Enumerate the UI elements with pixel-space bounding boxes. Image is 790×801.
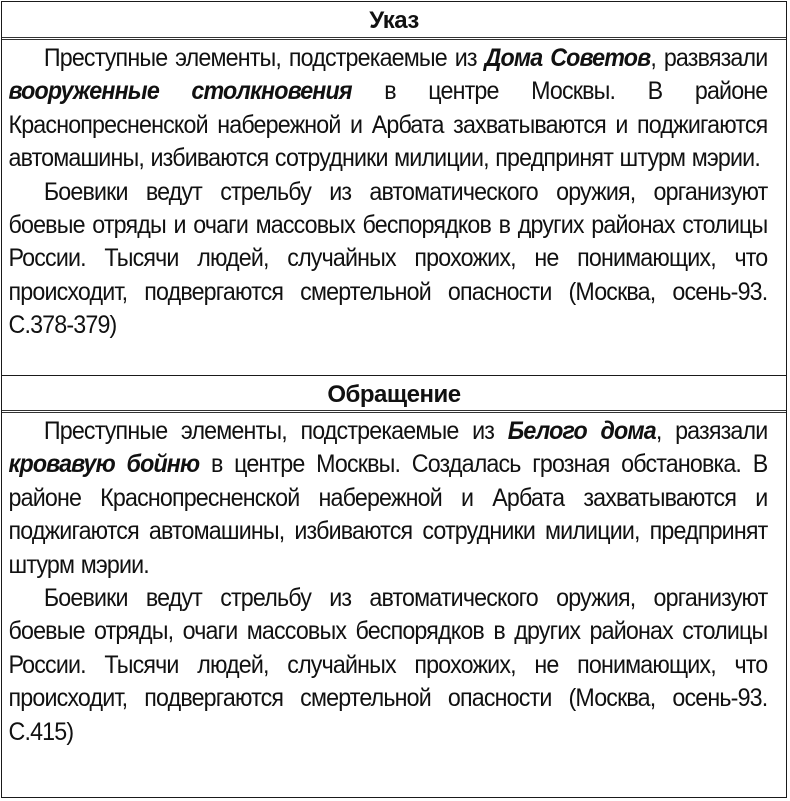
- emphasis-text: кровавую бойню: [8, 450, 200, 479]
- paragraph: [9, 176, 768, 343]
- emphasis-text: Белого дома: [507, 417, 656, 445]
- paragraph: [9, 415, 768, 582]
- text-run: в центре Москвы. Создалась грозная обстановка. В районе Краснопресненской набережной и Арбата захватываются и поджигаются автомашины, избиваются сотрудники милиции, предпринят штурм мэрии.: [8, 450, 768, 579]
- section-header-ukaz: Указ: [2, 2, 786, 40]
- text-run: Преступные элементы, подстрекаемые из: [43, 417, 508, 445]
- text-run: Преступные элементы, подстрекаемые из: [43, 44, 485, 72]
- text-run: , развязали: [650, 44, 768, 72]
- emphasis-text: Дома Советов: [484, 44, 651, 72]
- section-body-ukaz: [2, 40, 773, 375]
- text-run: Боевики ведут стрельбу из автоматического оружия, организуют боевые отряды и очаги массовых беспорядков в других районах столицы России. Тысячи людей, случайных прохожих, не понимающих, что происходит, подвергаются смертельной опасности (Москва, осень-93. С.378-379): [8, 177, 768, 340]
- text-run: Боевики ведут стрельбу из автоматического оружия, организуют боевые отряды, очаги массовых беспорядков в других районах столицы России. Тысячи людей, случайных прохожих, не понимающих, что происходит, подвергаются смертельной опасности (Москва, осень-93. С.415): [8, 584, 768, 746]
- section-body-obrashchenie: [2, 413, 773, 793]
- comparison-table: [1, 1, 787, 798]
- emphasis-text: вооруженные столкновения: [8, 77, 352, 106]
- text-run: в центре Москвы. В районе Краснопресненской набережной и Арбата захватываются и поджигаются автомашины, избиваются сотрудники милиции, предпринят штурм мэрии.: [8, 77, 768, 173]
- section-header-obrashchenie: Обращение: [2, 375, 786, 413]
- paragraph: [9, 42, 768, 176]
- paragraph: [9, 582, 768, 749]
- text-run: , разязали: [655, 417, 768, 445]
